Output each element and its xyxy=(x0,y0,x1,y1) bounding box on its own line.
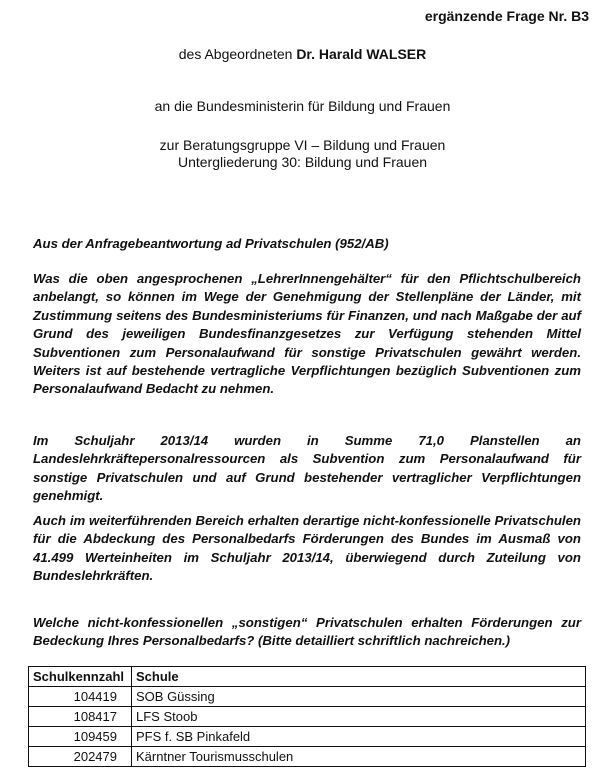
school-code: 104419 xyxy=(29,687,132,707)
section-heading: Aus der Anfragebeantwortung ad Privatschulen (952/AB) xyxy=(33,236,389,251)
addressee-line: an die Bundesministerin für Bildung und Frauen xyxy=(154,98,451,114)
school-code: 109459 xyxy=(29,727,132,747)
school-name: LFS Stoob xyxy=(132,707,586,727)
school-code: 202479 xyxy=(29,747,132,767)
delegate-line xyxy=(0,46,605,62)
delegate-prefix: des Abgeordneten xyxy=(178,46,297,62)
table-header-row xyxy=(29,667,586,687)
column-header-code: Schulkennzahl xyxy=(29,667,132,687)
school-code: 108417 xyxy=(29,707,132,727)
school-name: PFS f. SB Pinkafeld xyxy=(132,727,586,747)
subdivision-line: Untergliederung 30: Bildung und Frauen xyxy=(177,154,428,170)
delegate-name: Dr. Harald WALSER xyxy=(296,46,427,62)
school-name: Kärntner Tourismusschulen xyxy=(132,747,586,767)
school-name: SOB Güssing xyxy=(132,687,586,707)
document-reference: ergänzende Frage Nr. B3 xyxy=(424,8,589,24)
paragraph-3: Auch im weiterführenden Bereich erhalten derartige nicht-konfessionelle Privatschulen für die Abdeckung des Personalbedarfs Förderungen des Bundes im Ausmaß von 41.499 Werteinheiten im Schuljahr 2013/14, überwiegend durch Zuteilung von Bundeslehrkräften. xyxy=(33,513,581,584)
schools-table xyxy=(28,666,586,767)
column-header-school: Schule xyxy=(132,667,586,687)
table-row xyxy=(29,687,586,707)
table-row xyxy=(29,727,586,747)
table-row xyxy=(29,707,586,727)
question-paragraph: Welche nicht-konfessionellen „sonstigen“ Privatschulen erhalten Förderungen zur Bedeckung Ihres Personalbedarfs? (Bitte detailliert schriftlich nachreichen.) xyxy=(33,615,581,649)
consultation-group-line: zur Beratungsgruppe VI – Bildung und Frauen xyxy=(159,137,446,153)
table-row xyxy=(29,747,586,767)
paragraph-2: Im Schuljahr 2013/14 wurden in Summe 71,0 Planstellen an Landeslehrkräftepersonalressourcen als Subvention zum Personalaufwand für sonstige Privatschulen und auf Grund bestehender vertraglicher Verpflichtungen genehmigt. xyxy=(33,433,581,504)
paragraph-1: Was die oben angesprochenen „LehrerInnengehälter“ für den Pflichtschulbereich anbelangt, so können im Wege der Genehmigung der Stellenpläne der Länder, mit Zustimmung seitens des Bundesministeriums für Finanzen, und nach Maßgabe der auf Grund des jeweiligen Bundesfinanzgesetzes zur Verfügung stehenden Mittel Subventionen zum Personalaufwand für sonstige Privatschulen gewährt werden. Weiters ist auf bestehende vertragliche Verpflichtungen bezüglich Subventionen zum Personalaufwand Bedacht zu nehmen. xyxy=(33,271,581,397)
